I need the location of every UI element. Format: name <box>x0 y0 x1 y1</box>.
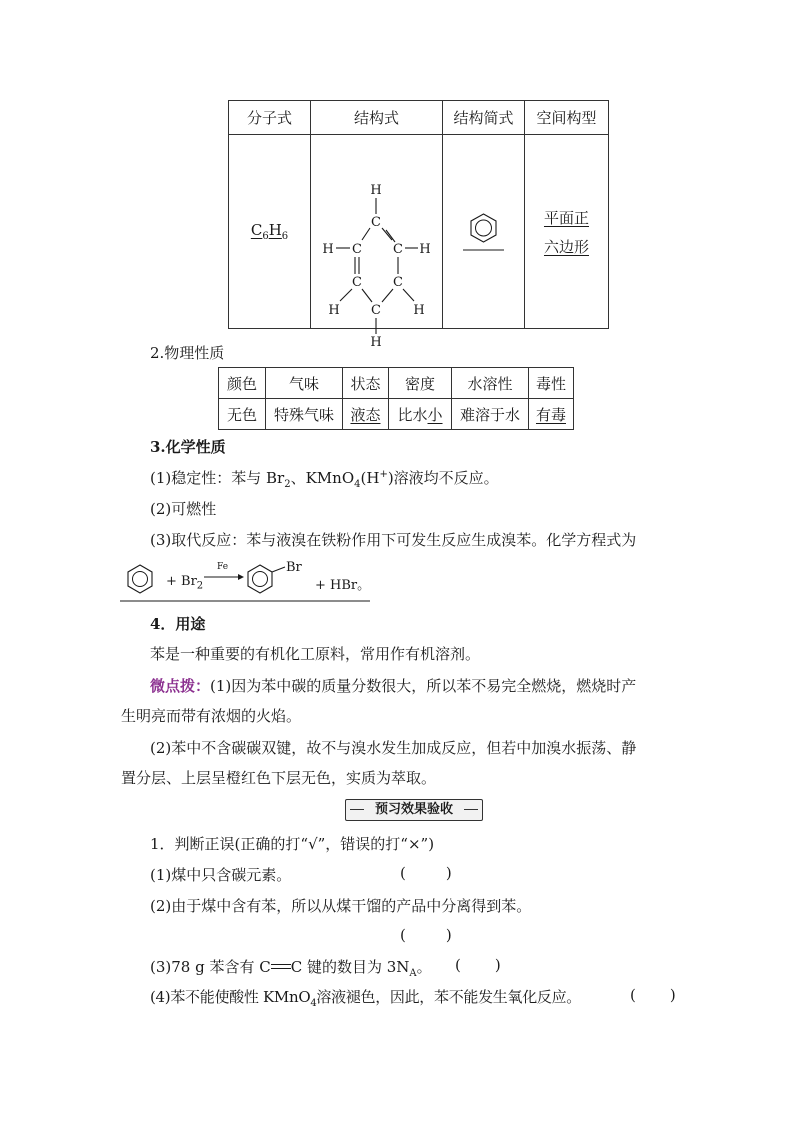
eq-catalyst-fe: Fe <box>217 562 229 572</box>
quiz-item-2: (2)由于煤中含有苯，所以从煤干馏的产品中分离得到苯。 <box>150 897 532 915</box>
atom-c-upper-left: C <box>352 242 362 257</box>
phys-density: 比水小 <box>389 399 452 430</box>
atom-c-lower-right: C <box>393 275 403 290</box>
physical-properties-table <box>218 367 574 430</box>
usage-text: 苯是一种重要的有机化工原料，常用作有机溶剂。 <box>150 645 481 663</box>
atom-h-lower-left: H <box>328 303 340 318</box>
double-bond-icon <box>271 964 291 969</box>
molecular-formula-cell <box>229 135 311 329</box>
phys-toxicity: 有毒 <box>529 399 574 430</box>
tip-p2-line1: (2)苯中不含碳碳双键，故不与溴水发生加成反应，但若中加溴水振荡、静 <box>150 739 637 757</box>
section-badge: 预习效果验收 <box>345 799 483 821</box>
atom-h-left: H <box>322 242 334 257</box>
atom-h-lower-right: H <box>413 303 425 318</box>
structure-table <box>228 100 609 350</box>
phys-solubility: 难溶于水 <box>452 399 529 430</box>
answer-blank-3[interactable]: ( ) <box>455 956 501 974</box>
phys-header-density: 密度 <box>389 368 452 399</box>
answer-blank-4[interactable]: ( ) <box>630 986 676 1004</box>
section-usage: 4．用途 <box>150 615 206 633</box>
phys-header-smell: 气味 <box>266 368 343 399</box>
quiz-question-1: 1．判断正误(正确的打“√”，错误的打“×”) <box>150 835 435 853</box>
chem-stability: (1)稳定性：苯与 $Br_2$、KMnO$_4$(H+)溶液均不反应。 <box>150 469 499 490</box>
chem-substitution: (3)取代反应：苯与液溴在铁粉作用下可发生反应生成溴苯。化学方程式为 <box>150 531 637 549</box>
spatial-shape-line2: 六边形 <box>543 237 589 256</box>
structural-formula-cell <box>311 135 443 350</box>
phys-header-solubility: 水溶性 <box>452 368 529 399</box>
atom-c-top: C <box>371 215 381 230</box>
phys-header-color: 颜色 <box>219 368 266 399</box>
atom-h-right: H <box>419 242 431 257</box>
atom-h-top: H <box>370 183 382 198</box>
phys-color: 无色 <box>219 399 266 430</box>
atom-c-bottom: C <box>371 303 381 318</box>
answer-blank-2[interactable]: ( ) <box>400 926 452 944</box>
tip-label: 微点拨： <box>150 677 211 695</box>
reaction-equation <box>120 560 370 602</box>
atom-c-upper-right: C <box>393 242 403 257</box>
eq-hbr: + HBr。 <box>315 578 371 593</box>
answer-blank-1[interactable]: ( ) <box>400 864 452 882</box>
benzene-structural-formula <box>312 136 441 350</box>
benzene-ring-icon <box>444 202 523 262</box>
phys-smell: 特殊气味 <box>266 399 343 430</box>
header-spatial-shape: 空间构型 <box>525 101 609 135</box>
phys-header-state: 状态 <box>343 368 389 399</box>
eq-br-substituent: Br <box>286 560 302 575</box>
spatial-shape-line1: 平面正 <box>543 208 589 227</box>
atom-c-lower-left: C <box>352 275 362 290</box>
quiz-item-4: (4)苯不能使酸性 KMnO$_4$溶液褪色，因此，苯不能发生氧化反应。 <box>150 988 582 1009</box>
quiz-item-3: (3)78 g 苯含有 C C 键的数目为 $3N_A$。 <box>150 958 432 979</box>
phys-header-toxicity: 毒性 <box>529 368 574 399</box>
header-molecular-formula: 分子式 <box>229 101 311 135</box>
section-physical-properties: 2.物理性质 <box>150 344 225 362</box>
header-structural-formula: 结构式 <box>311 101 443 135</box>
simplified-structure-cell <box>443 135 525 329</box>
molecular-formula: $C_6H_6$ <box>250 221 289 242</box>
chem-flammability: (2)可燃性 <box>150 500 217 518</box>
tip-p2-line2: 置分层、上层呈橙红色下层无色，实质为萃取。 <box>121 769 437 787</box>
section-chemical-properties: 3.化学性质 <box>150 438 226 456</box>
spatial-shape-cell <box>525 135 609 329</box>
tip-p1-line2: 生明亮而带有浓烟的火焰。 <box>121 707 302 725</box>
header-simplified-structure: 结构简式 <box>443 101 525 135</box>
atom-h-bottom: H <box>370 335 382 350</box>
tip-p1-line1: 微点拨：(1)因为苯中碳的质量分数很大，所以苯不易完全燃烧，燃烧时产 <box>150 677 637 695</box>
quiz-item-1: (1)煤中只含碳元素。 <box>150 866 292 884</box>
eq-plus-br2: + $Br_2$ <box>166 574 204 592</box>
phys-state: 液态 <box>343 399 389 430</box>
